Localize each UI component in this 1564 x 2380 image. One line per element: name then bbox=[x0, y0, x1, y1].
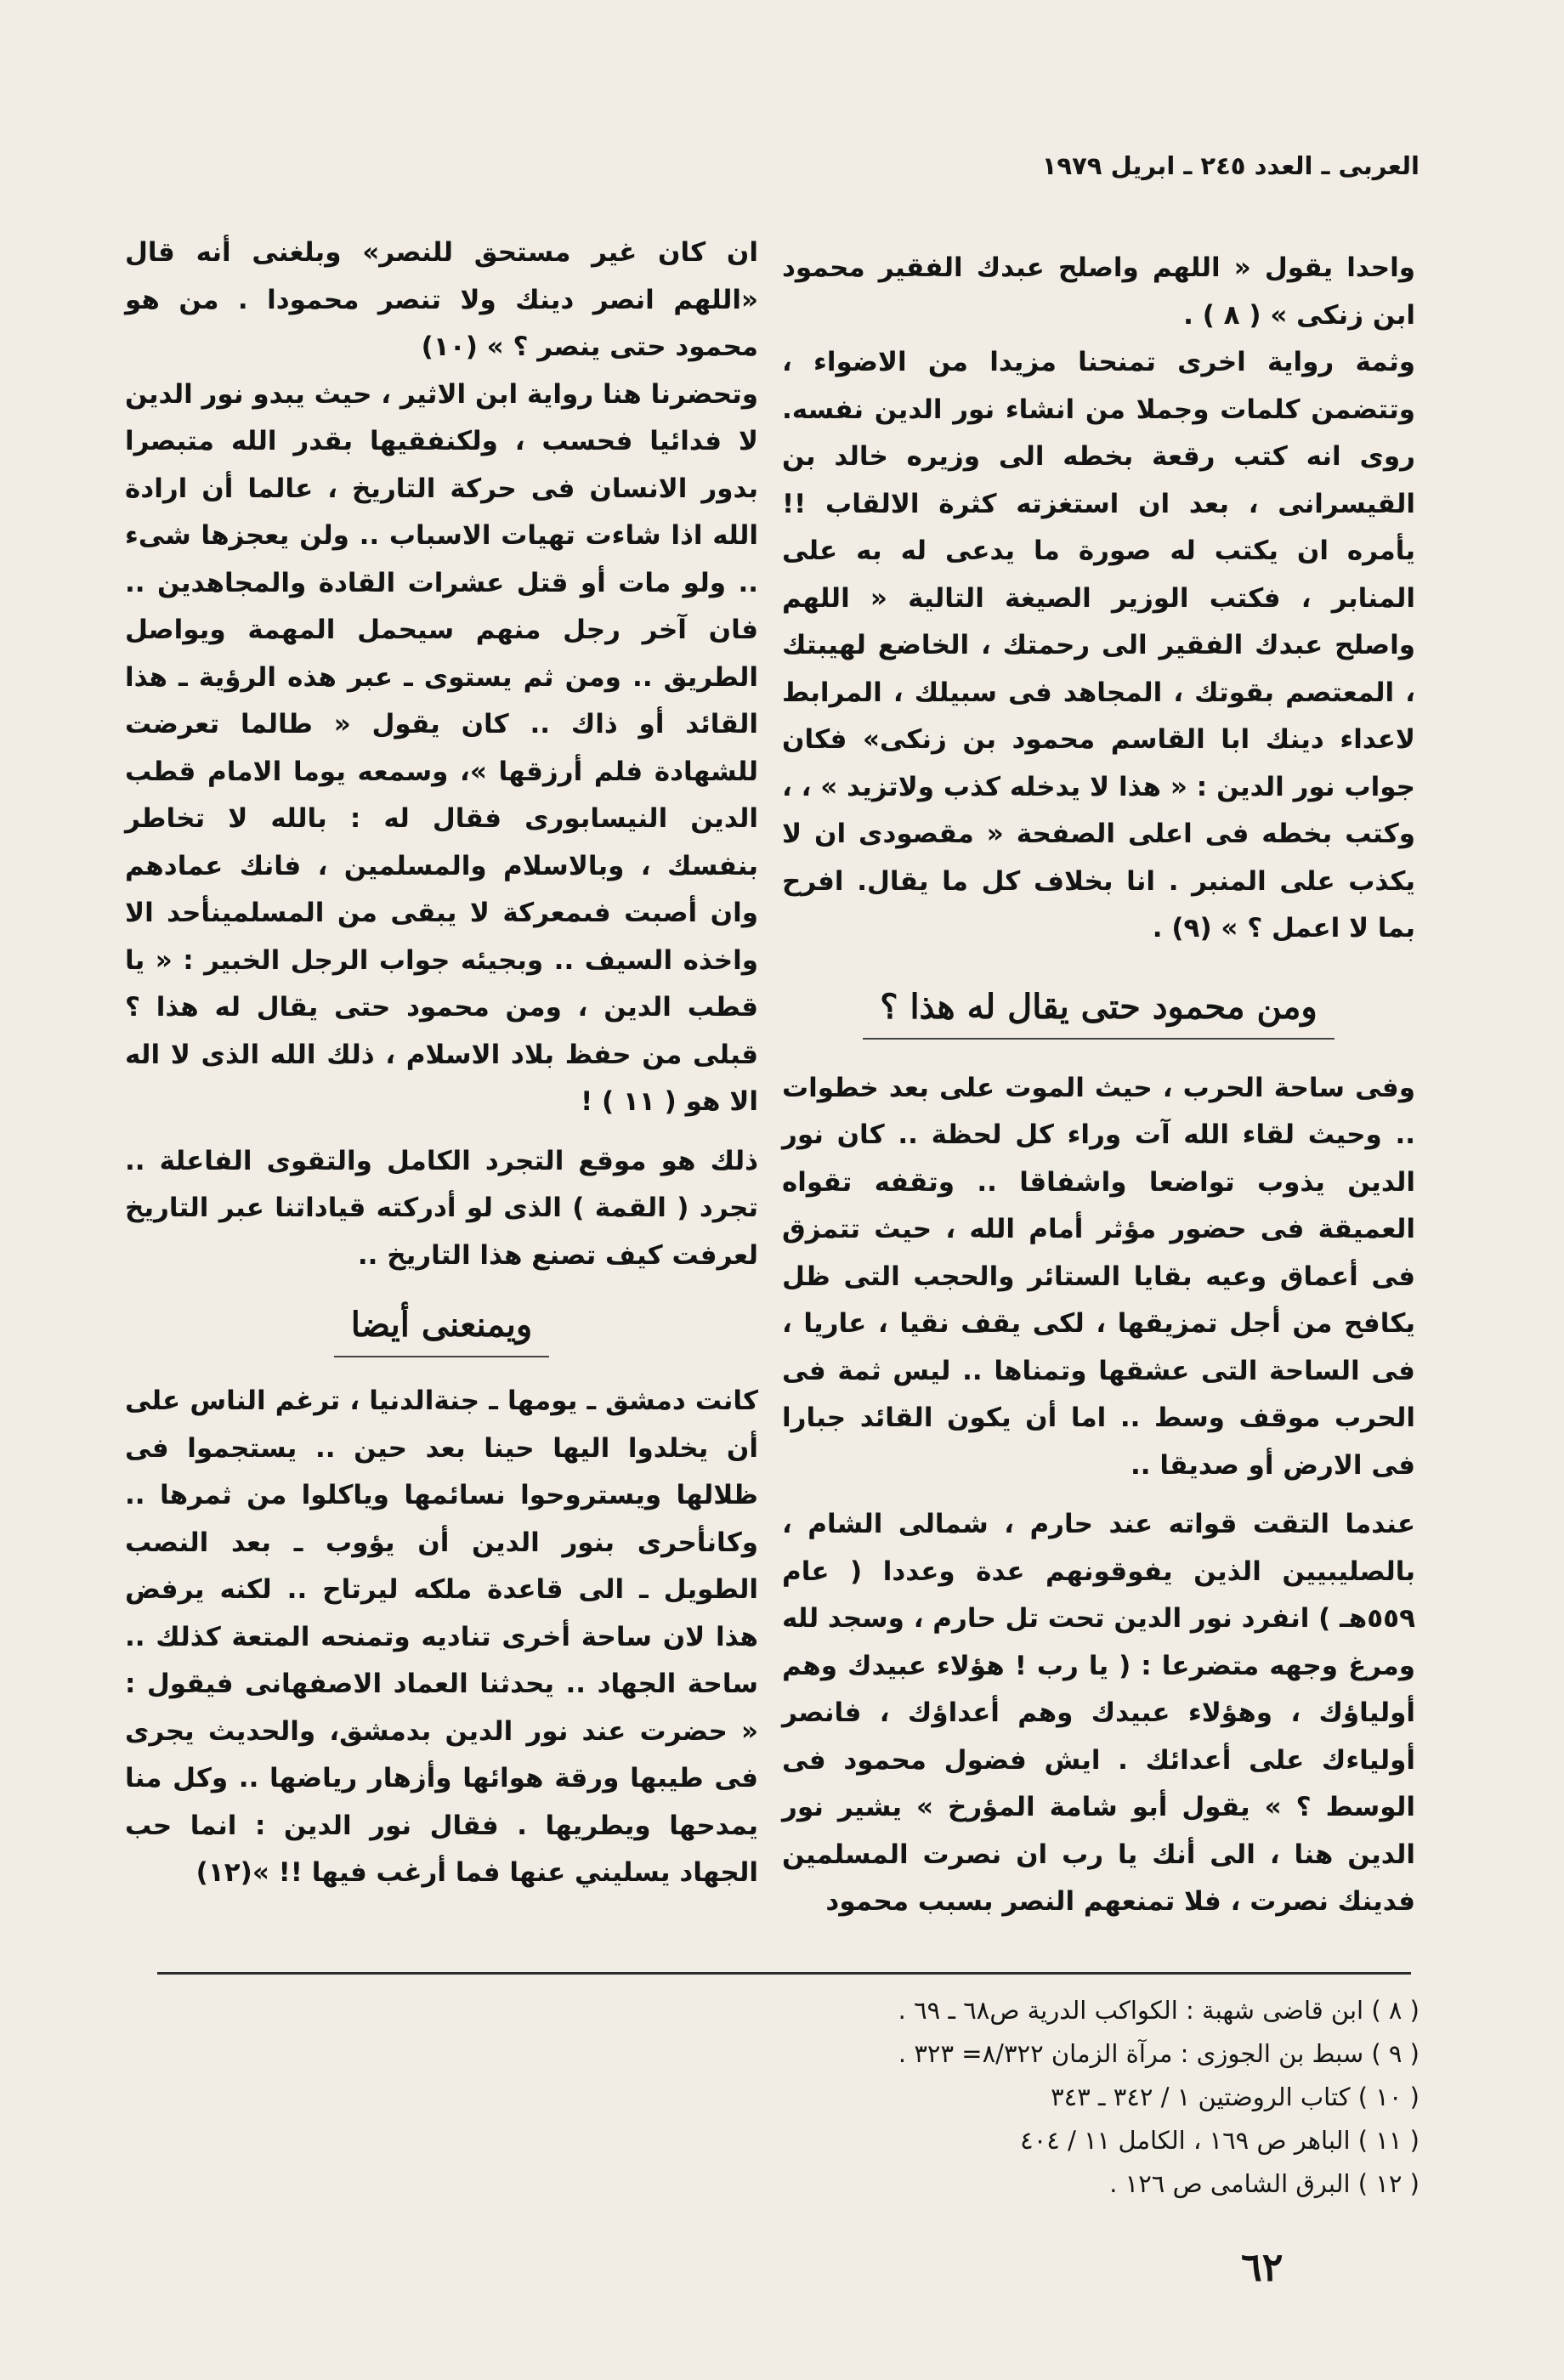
text-line: وكل منا يمدحها ويطريها . فقال نور الدين : انما bbox=[125, 1763, 759, 1841]
text-line: واحدا يقول « اللهم واصلح عبدك الفقير محمود bbox=[782, 252, 1415, 283]
text-line: قطب الدين النيسابورى فقال له : بالله لا تخاطر bbox=[125, 756, 758, 834]
text-line: أن ارادة الله اذا شاءت تهيات الاسباب .. ولن bbox=[125, 473, 758, 551]
text-line: فكان جواب نور الدين : « هذا لا يدخله كذب bbox=[782, 724, 1415, 802]
text-line: هذا لان ساحة أخرى تناديه وتمنحه المتعة كذلك bbox=[156, 1621, 758, 1652]
text-line: يعجزها شىء .. ولو مات أو قتل عشرات القادة bbox=[125, 520, 758, 598]
text-line: بالصليبيين الذين يفوقونهم عدة وعددا ( عام bbox=[782, 1556, 1415, 1587]
text-line: الرؤية ـ هذا القائد أو ذاك .. كان يقول « طالما bbox=[125, 661, 759, 740]
section-heading-text: ويمنعنى أيضا bbox=[334, 1300, 549, 1357]
footnotes bbox=[400, 1989, 1420, 2206]
text-line: تتمزق فى أعماق وعيه بقايا الستائر والحجب التى bbox=[782, 1214, 1416, 1292]
text-line: متبصرا بدور الانسان فى حركة التاريخ ، عالما bbox=[125, 426, 759, 504]
text-line: على أن يخلدوا اليها حينا بعد حين .. يستجموا bbox=[125, 1386, 758, 1464]
text-line: جبارا فى الارض أو صديقا .. bbox=[782, 1402, 1415, 1481]
footnote: ( ٩ ) سبط بن الجوزى : مرآة الزمان ٨/٣٢٢= ٣٢٣ . bbox=[898, 2039, 1420, 2068]
text-line: ٥٥٩هـ ) انفرد نور الدين تحت تل حارم ، وسجد bbox=[827, 1603, 1416, 1634]
text-line: ظل يكافح من أجل تمزيقها ، لكى يقف نقيا ، bbox=[782, 1261, 1416, 1339]
text-line: وتتضمن كلمات وجملا من انشاء نور الدين نفسه. bbox=[782, 394, 1415, 425]
text-line: السيف .. وبجيئه جواب الرجل الخبير : « يا قطب bbox=[125, 944, 758, 1023]
text-line: كان نور الدين يذوب تواضعا واشفاقا .. وتقفه bbox=[782, 1119, 1415, 1198]
text-line: عاريا ، فى الساحة التى عشقها وتمناها .. ليس bbox=[782, 1308, 1415, 1386]
text-line: فدينك نصرت ، فلا تمنعهم النصر بسبب محمود bbox=[825, 1886, 1415, 1917]
right-paragraph-4 bbox=[782, 1501, 1415, 1926]
text-line: المرابط لاعداء دينك ابا القاسم محمود بن زنكى» bbox=[782, 677, 1415, 755]
text-line: وتحضرنا هنا رواية ابن الاثير ، حيث يبدو bbox=[252, 378, 758, 410]
left-paragraph-1 bbox=[125, 230, 758, 371]
text-line: التاريخ لعرفت كيف تصنع هذا التاريخ .. bbox=[125, 1193, 758, 1271]
text-line: الدين هنا ، الى أنك يا رب ان نصرت المسلمين bbox=[782, 1839, 1415, 1870]
text-line: انصر دينك ولا تنصر محمودا . من هو محمود حتى bbox=[125, 284, 758, 362]
text-line: وفى ساحة الحرب ، حيث الموت على بعد bbox=[888, 1072, 1415, 1103]
text-line: تقواه العميقة فى حضور مؤثر أمام الله ، حيث bbox=[782, 1166, 1415, 1244]
footnote: ( ١٠ ) كتاب الروضتين ١ / ٣٤٢ ـ ٣٤٣ bbox=[1051, 2082, 1420, 2111]
text-line: واصلح عبدك الفقير الى رحمتك ، الخاضع bbox=[877, 630, 1415, 660]
text-line: القيسرانى ، بعد ان استغزته كثرة الالقاب !! bbox=[782, 488, 1415, 519]
text-line: ويواصل الطريق .. ومن ثم يستوى ـ عبر هذه bbox=[125, 615, 759, 693]
text-line: يأمره ان يكتب له صورة ما يدعى له به على bbox=[782, 536, 1415, 566]
text-line: خطوات .. وحيث لقاء الله آت وراء كل لحظة .. bbox=[782, 1072, 1416, 1150]
text-line: ينصر ؟ » (١٠) bbox=[421, 332, 601, 362]
text-line: ان كان غير مستحق للنصر» وبلغنى أنه قال «اللهم bbox=[125, 237, 759, 315]
text-line: ولاتزيد » ، ، وكتب بخطه فى اعلى الصفحة bbox=[782, 771, 1415, 849]
right-column bbox=[782, 245, 1415, 1926]
text-line: ثمة فى الحرب موقف وسط .. اما أن يكون القائد bbox=[782, 1355, 1415, 1433]
text-line: أصبت فىمعركة لا يبقى من المسلمينأحد الا واخذه bbox=[125, 898, 759, 976]
text-line: وهم أولياؤك ، وهؤلاء عبيدك وهم أعداؤك ، bbox=[782, 1650, 1415, 1728]
text-line: روى انه كتب رقعة بخطه الى وزيره خالد بن bbox=[782, 441, 1415, 472]
text-line: الطويل ـ الى قاعدة ملكه ليرتاح .. لكنه يرفض bbox=[125, 1574, 758, 1605]
text-line: فى الوسط ؟ » يقول أبو شامة المؤرخ » يشير نور bbox=[782, 1744, 1415, 1822]
left-paragraph-4 bbox=[125, 1378, 758, 1897]
text-line: ذلك هو موقع التجرد الكامل والتقوى الفاعلة bbox=[159, 1145, 758, 1176]
text-line: وثمة رواية اخرى تمنحنا مزيدا من الاضواء ، bbox=[782, 347, 1415, 377]
text-line: فانصر أولياءك على أعدائك . ايش فضول محمود bbox=[782, 1697, 1415, 1776]
running-head: العربى ـ العدد ٢٤٥ ـ ابريل ١٩٧٩ bbox=[1041, 151, 1420, 180]
text-line: لهيبتك ، المعتصم بقوتك ، المجاهد فى سبيلك ، bbox=[782, 630, 1416, 708]
text-line: كل ما يقال. افرح بما لا اعمل ؟ » (٩) . bbox=[782, 865, 1415, 944]
section-heading-text: ومن محمود حتى يقال له هذا ؟ bbox=[863, 982, 1334, 1040]
text-line: والمجاهدين .. فان آخر رجل منهم سيحمل المهمة bbox=[125, 567, 759, 645]
right-paragraph-2 bbox=[782, 339, 1415, 953]
text-line: ابن زنكى » ( ٨ ) . bbox=[1183, 299, 1415, 331]
right-paragraph-3 bbox=[782, 1065, 1415, 1490]
section-heading-right bbox=[782, 982, 1415, 1040]
page-number: ٦٢ bbox=[1241, 2244, 1284, 2290]
text-line: حفظ بلاد الاسلام ، ذلك الله الذى لا اله bbox=[125, 1039, 632, 1070]
footnote: ( ١١ ) الباهر ص ١٦٩ ، الكامل ١١ / ٤٠٤ bbox=[1020, 2126, 1420, 2155]
text-line: .. وكانأحرى بنور الدين أن يؤوب ـ بعد النصب bbox=[125, 1480, 758, 1558]
text-line: تعرضت للشهادة فلم أرزقها »، وسمعه يوما الامام bbox=[125, 709, 759, 787]
text-line: .. تجرد ( القمة ) الذى لو أدركته قياداتنا عبر bbox=[125, 1145, 758, 1223]
left-paragraph-2 bbox=[125, 371, 758, 1126]
text-line: فى ظلالها ويستروحوا نسائمها وياكلوا من ثمرها bbox=[125, 1432, 758, 1510]
text-line: حب الجهاد يسليني عنها فما أرغب فيها !! »(١٢) bbox=[125, 1810, 758, 1888]
footnote: ( ١٢ ) البرق الشامى ص ١٢٦ . bbox=[1109, 2169, 1420, 2198]
footnote-divider bbox=[157, 1972, 1411, 1975]
text-line: لله ومرغ وجهه متضرعا : ( يا رب ! هؤلاء عبيدك bbox=[782, 1603, 1415, 1681]
text-line: كانت دمشق ـ يومها ـ جنةالدنيا ، ترغم الناس bbox=[190, 1386, 758, 1416]
text-line: بنفسك ، وبالاسلام والمسلمين ، فانك عمادهم وان bbox=[125, 850, 758, 928]
text-line: يجرى فى طيبها ورقة هوائها وأزهار رياضها .. bbox=[125, 1715, 759, 1794]
text-line: نور الدين لا فدائيا فحسب ، ولكنفقيها بقدر الله bbox=[125, 378, 758, 456]
right-paragraph-1 bbox=[782, 245, 1415, 339]
text-line: فيقول : « حضرت عند نور الدين بدمشق، والحديث bbox=[125, 1669, 759, 1747]
text-line: المنابر ، فكتب الوزير الصيغة التالية « اللهم bbox=[782, 582, 1415, 614]
text-line: « مقصودى ان لا يكذب على المنبر . انا بخلاف bbox=[782, 819, 1415, 897]
text-line: الا هو ( ١١ ) ! bbox=[581, 1086, 758, 1117]
footnote: ( ٨ ) ابن قاضى شهبة : الكواكب الدرية ص٦٨ ـ ٦٩ . bbox=[898, 1996, 1420, 2025]
text-line: الدين ، ومن محمود حتى يقال له هذا ؟ قبلى من bbox=[125, 992, 759, 1070]
text-line: عندما التقت قواته عند حارم ، شمالى الشام ، bbox=[782, 1509, 1415, 1539]
text-line: .. ساحة الجهاد .. يحدثنا العماد الاصفهانى bbox=[125, 1621, 758, 1699]
section-heading-left bbox=[125, 1300, 758, 1357]
left-column bbox=[125, 230, 758, 1897]
left-paragraph-3 bbox=[125, 1138, 758, 1280]
